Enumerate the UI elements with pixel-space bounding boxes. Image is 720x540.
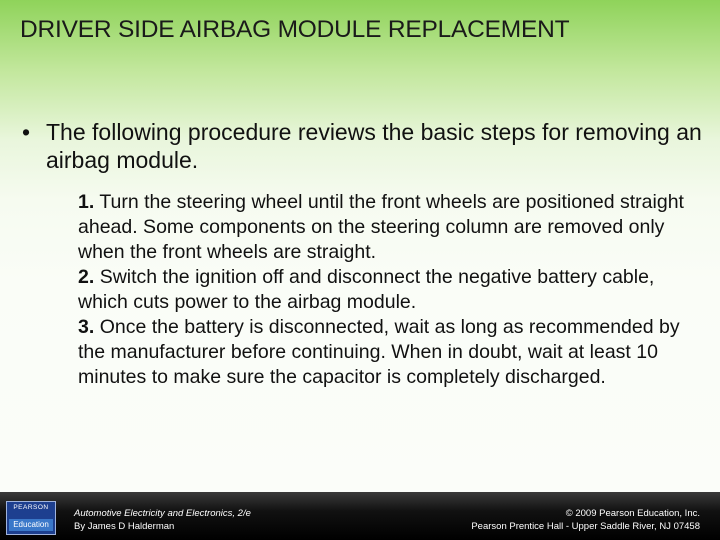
logo-pearson-text: PEARSON xyxy=(13,504,49,511)
step-item xyxy=(78,265,688,315)
step-number: 1. xyxy=(78,191,95,213)
step-item xyxy=(78,315,688,390)
slide-footer xyxy=(0,492,720,540)
slide-body xyxy=(22,118,702,390)
pearson-logo xyxy=(6,501,56,535)
copyright-text: © 2009 Pearson Education, Inc. xyxy=(565,508,700,519)
step-text: Turn the steering wheel until the front wheels are positioned straight ahead. Some components on the steering column are removed only when the front wheels are straight. xyxy=(78,191,684,263)
step-list xyxy=(78,190,688,390)
slide-title: DRIVER SIDE AIRBAG MODULE REPLACEMENT xyxy=(20,16,570,43)
bullet-marker: • xyxy=(22,119,31,145)
book-info xyxy=(74,507,251,533)
step-number: 2. xyxy=(78,266,95,288)
bullet-text: The following procedure reviews the basic steps for removing an airbag module. xyxy=(46,119,702,173)
step-number: 3. xyxy=(78,316,95,338)
copyright-info xyxy=(471,507,700,533)
main-bullet xyxy=(22,118,702,174)
book-author: By James D Halderman xyxy=(74,521,175,532)
logo-education-text: Education xyxy=(9,519,53,531)
step-text: Once the battery is disconnected, wait as long as recommended by the manufacturer before continuing. When in doubt, wait at least 10 minutes to make sure the capacitor is completely discharged. xyxy=(78,316,680,388)
book-title: Automotive Electricity and Electronics, 2/e xyxy=(74,508,251,519)
step-item xyxy=(78,190,688,265)
publisher-text: Pearson Prentice Hall - Upper Saddle River, NJ 07458 xyxy=(471,521,700,532)
step-text: Switch the ignition off and disconnect the negative battery cable, which cuts power to the airbag module. xyxy=(78,266,655,313)
